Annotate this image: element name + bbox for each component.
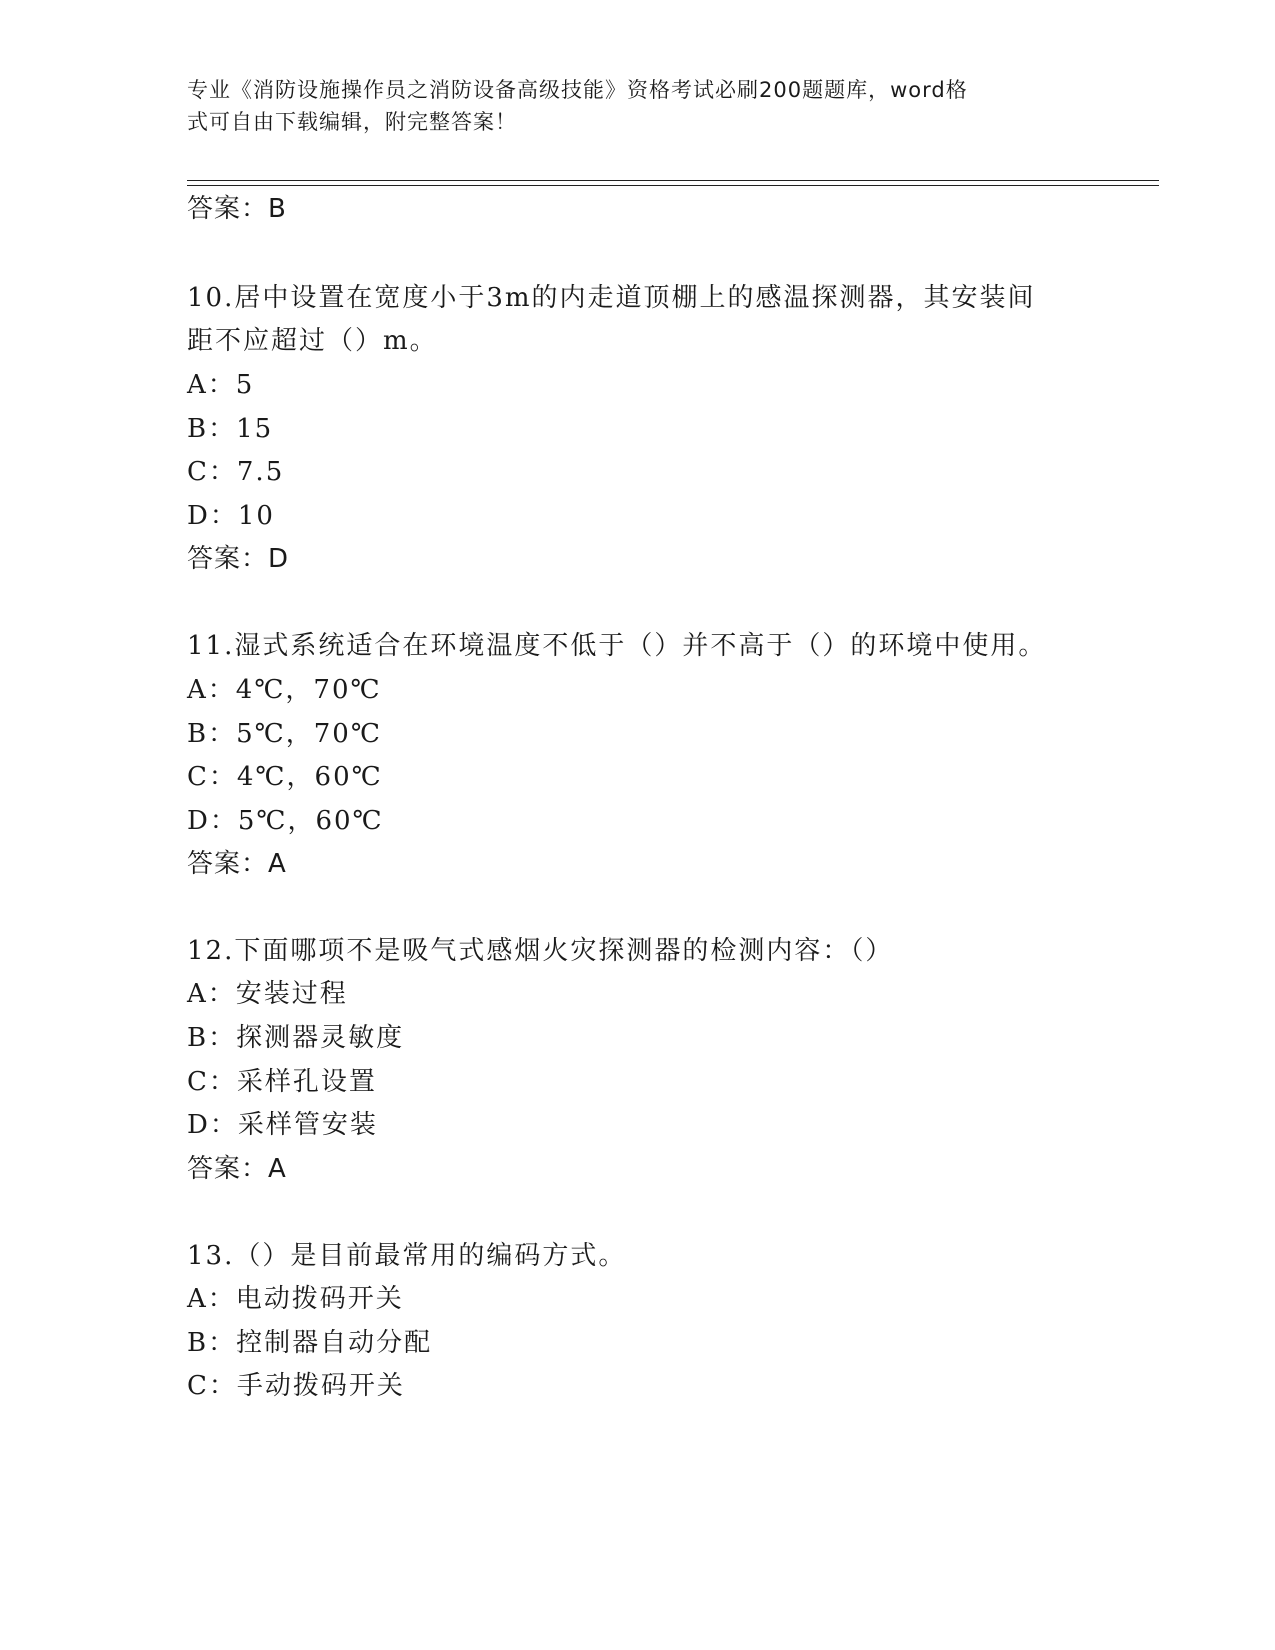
question-11-option-b: B：5℃，70℃ [187, 719, 382, 749]
question-11-option-a: A：4℃，70℃ [187, 675, 382, 705]
header-divider-top [187, 180, 1159, 181]
question-11-option-d: D：5℃，60℃ [187, 806, 384, 836]
question-10-option-b: B：15 [187, 414, 274, 444]
header-line-2: 式可自由下载编辑，附完整答案！ [187, 110, 517, 134]
question-10-option-c: C：7.5 [187, 457, 285, 487]
question-12-option-c: C：采样孔设置 [187, 1067, 377, 1097]
question-12-stem-line-1: 12.下面哪项不是吸气式感烟火灾探测器的检测内容：（） [187, 936, 894, 966]
header-line-1: 专业《消防设施操作员之消防设备高级技能》资格考试必刷200题题库，word格 [187, 78, 968, 102]
question-13-option-a: A：电动拨码开关 [187, 1284, 404, 1314]
document-header [187, 74, 1067, 138]
question-10-stem-line-2: 距不应超过（）m。 [187, 326, 438, 356]
question-12-option-b: B：探测器灵敏度 [187, 1023, 405, 1053]
header-divider-bottom [187, 185, 1159, 186]
question-12-option-d: D：采样管安装 [187, 1110, 378, 1140]
question-12-answer: 答案：A [187, 1154, 287, 1184]
question-10-answer: 答案：D [187, 544, 290, 574]
previous-answer: 答案：B [187, 194, 287, 224]
question-13-option-b: B：控制器自动分配 [187, 1328, 433, 1358]
question-13-stem-line-1: 13.（）是目前最常用的编码方式。 [187, 1241, 627, 1271]
question-13-option-c: C：手动拨码开关 [187, 1371, 405, 1401]
question-10-option-d: D：10 [187, 501, 275, 531]
question-10-option-a: A：5 [187, 370, 255, 400]
question-10-stem-line-1: 10.居中设置在宽度小于3m的内走道顶棚上的感温探测器，其安装间 [187, 283, 1036, 313]
question-11-option-c: C：4℃，60℃ [187, 762, 383, 792]
question-11-stem-line-1: 11.湿式系统适合在环境温度不低于（）并不高于（）的环境中使用。 [187, 631, 1047, 661]
question-12-option-a: A：安装过程 [187, 979, 348, 1009]
question-11-answer: 答案：A [187, 849, 287, 879]
